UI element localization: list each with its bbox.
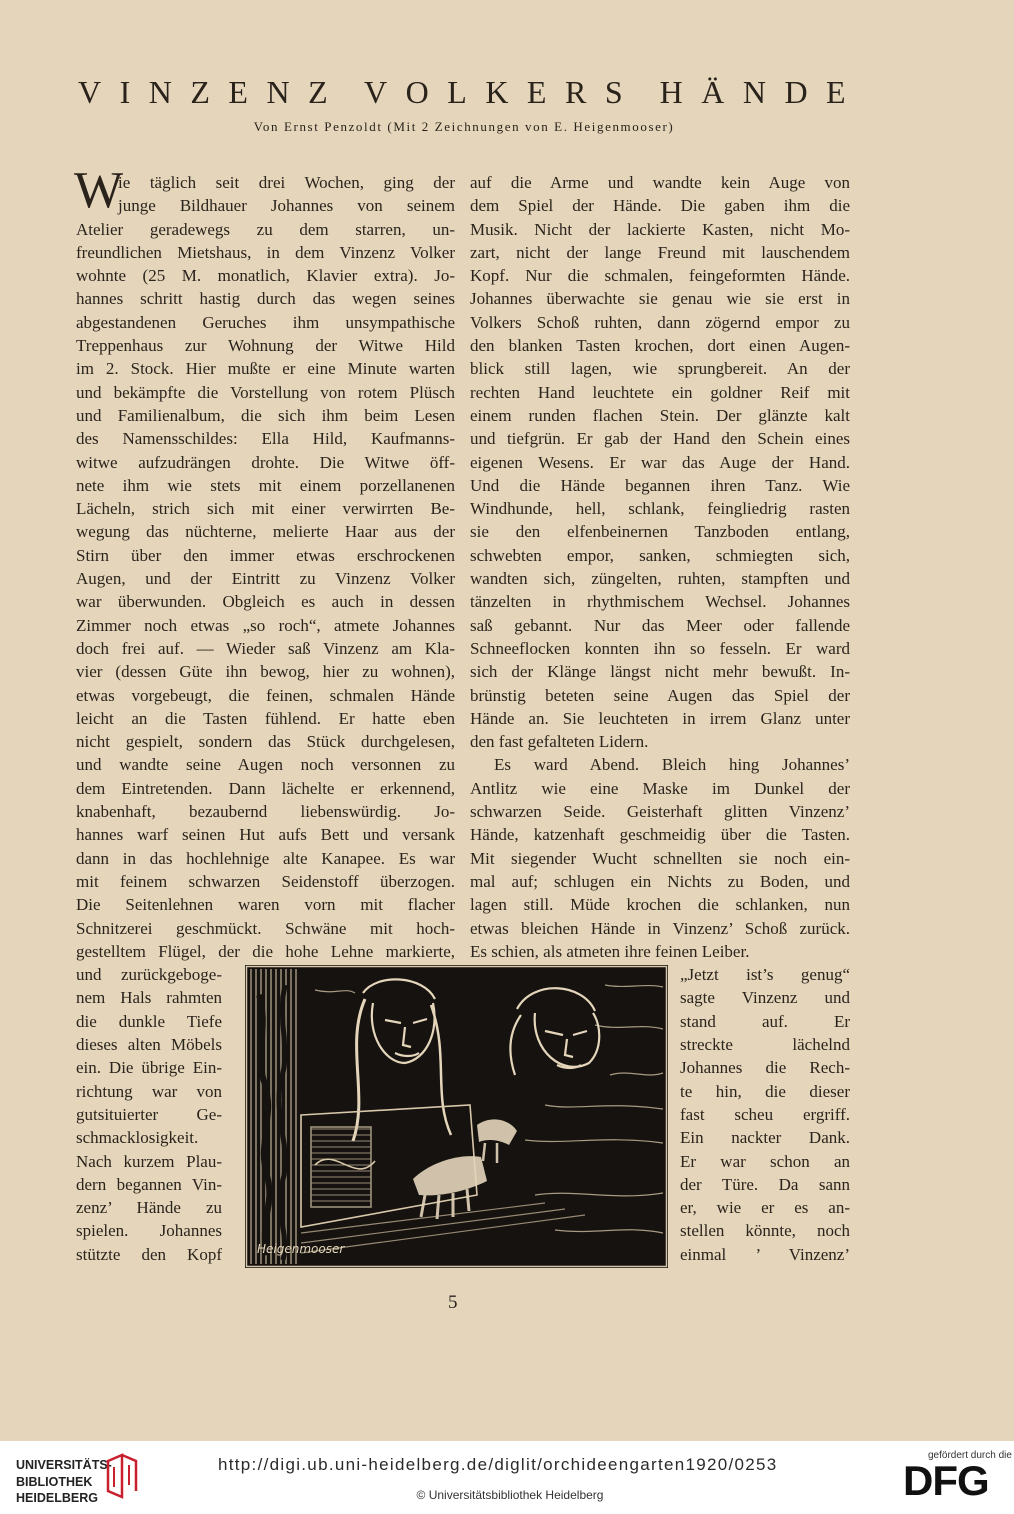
text-line: der Türe. Da sann bbox=[680, 1174, 850, 1194]
text-line: nem Hals rahmten bbox=[76, 988, 222, 1008]
library-name-line: BIBLIOTHEK bbox=[16, 1474, 93, 1489]
text-line: dieses alten Möbels bbox=[76, 1035, 222, 1055]
text-line: dem Eintretenden. Dann lächelte er erkennend, bbox=[76, 778, 455, 798]
text-line: sich der Klänge längst nicht mehr bewußt. In- bbox=[470, 662, 850, 682]
text-line: gutsituierter Ge- bbox=[76, 1104, 222, 1124]
library-name-line: UNIVERSITÄTS- bbox=[16, 1458, 112, 1472]
text-line: wohnte (25 M. monatlich, Klavier extra). Jo- bbox=[76, 266, 455, 286]
footer bbox=[0, 1441, 1014, 1514]
text-line: Es ward Abend. Bleich hing Johannes’ bbox=[494, 755, 850, 775]
text-line: sie den elfenbeinernen Tanzboden entlang, bbox=[470, 522, 850, 542]
text-line: Windhunde, hell, schlank, feingliedrig rasten bbox=[470, 499, 850, 519]
illustration-piano-players bbox=[245, 965, 668, 1268]
text-line: und Familienalbum, die sich ihm beim Lesen bbox=[76, 405, 455, 425]
text-line: Stirn über den immer etwas erschrockenen bbox=[76, 545, 455, 565]
text-line: lagen still. Müde krochen die schlanken, nun bbox=[470, 895, 850, 915]
page-number: 5 bbox=[448, 1292, 458, 1313]
text-line: Volkers Schoß ruhten, dann zögernd empor zu bbox=[470, 312, 850, 332]
text-line: und zurückgeboge- bbox=[76, 965, 222, 985]
left-column-beside-image bbox=[76, 963, 222, 1266]
text-line: Es schien, als atmeten ihre feinen Leiber. bbox=[470, 941, 750, 961]
text-line: etwas vorgebeugt, die feinen, schmalen Hände bbox=[76, 685, 455, 705]
text-line: Schneeflocken konnten ihn so fesseln. Er ward bbox=[470, 638, 850, 658]
text-line: ein. Die übrige Ein- bbox=[76, 1058, 222, 1078]
text-line: Lächeln, strich sich mit einer verwirrten Be- bbox=[76, 499, 455, 519]
text-line: saß gebannt. Nur das Meer oder fallende bbox=[470, 615, 850, 635]
text-line: sagte Vinzenz und bbox=[680, 988, 850, 1008]
text-line: junge Bildhauer Johannes von seinem bbox=[118, 196, 455, 216]
text-line: eigenen Wesens. Er war das Auge der Hand. bbox=[470, 452, 850, 472]
text-line: die dunkle Tiefe bbox=[76, 1011, 222, 1031]
text-line: den fast gefalteten Lidern. bbox=[470, 732, 649, 752]
text-line: stützte den Kopf bbox=[76, 1244, 222, 1264]
text-line: Er war schon an bbox=[680, 1151, 850, 1171]
text-line: im 2. Stock. Hier mußte er eine Minute warten bbox=[76, 359, 455, 379]
text-line: Treppenhaus zur Wohnung der Witwe Hild bbox=[76, 336, 455, 356]
text-line: zart, nicht der lange Freund mit lauschendem bbox=[470, 242, 850, 262]
text-line: Johannes überwachte sie genau wie sie erst in bbox=[470, 289, 850, 309]
text-line: etwas bleichen Hände in Vinzenz’ Schoß zurück. bbox=[470, 918, 850, 938]
text-line: wegung das nüchterne, melierte Haar aus der bbox=[76, 522, 455, 542]
text-line: Johannes die Rech- bbox=[680, 1058, 850, 1078]
text-line: zenz’ Hände zu bbox=[76, 1198, 222, 1218]
text-line: einem runden flachen Stein. Der glänzte kalt bbox=[470, 405, 850, 425]
text-line: einmal ’ Vinzenz’ bbox=[680, 1244, 850, 1264]
illustration-signature: Heigenmooser bbox=[257, 1242, 345, 1256]
text-line: schwarzen Seide. Geisterhaft glitten Vinzenz’ bbox=[470, 802, 850, 822]
text-line: streckte lächelnd bbox=[680, 1035, 850, 1055]
text-line: hannes warf seinen Hut aufs Bett und versank bbox=[76, 825, 455, 845]
text-line: den blanken Tasten krochen, dort einen Augen- bbox=[470, 336, 850, 356]
dfg-logo: DFG bbox=[903, 1457, 989, 1504]
text-line: stellen könnte, noch bbox=[680, 1221, 850, 1241]
source-url-link[interactable]: http://digi.ub.uni-heidelberg.de/diglit/orchideengarten1920/0253 bbox=[218, 1455, 778, 1474]
text-line: stand auf. Er bbox=[680, 1011, 850, 1031]
text-line: brünstig beteten seine Augen das Spiel der bbox=[470, 685, 850, 705]
text-line: schmacklosigkeit. bbox=[76, 1128, 199, 1148]
text-line: Antlitz wie eine Maske im Dunkel der bbox=[470, 778, 850, 798]
text-line: te hin, die dieser bbox=[680, 1081, 850, 1101]
text-line: nicht gespielt, sondern das Stück durchgelesen, bbox=[76, 732, 455, 752]
text-line: schwebten empor, sanken, schmiegten sich, bbox=[470, 545, 850, 565]
text-line: mal auf; schlugen ein Nichts zu Boden, und bbox=[470, 871, 850, 891]
text-line: wandten sich, züngelten, ruhten, stampften und bbox=[470, 569, 850, 589]
left-column bbox=[76, 171, 455, 963]
text-line: Ein nackter Dank. bbox=[680, 1128, 850, 1148]
text-line: Mit siegender Wucht schnellten sie noch ein- bbox=[470, 848, 850, 868]
text-line: Nach kurzem Plau- bbox=[76, 1151, 222, 1171]
text-line: dann in das hochlehnige alte Kanapee. Es war bbox=[76, 848, 455, 868]
text-line: nete ihm wie stets mit einem porzellanenen bbox=[76, 475, 455, 495]
text-line: und tiefgrün. Er gab der Hand den Schein eines bbox=[470, 429, 850, 449]
text-line: abgestandenen Geruches ihm unsympathische bbox=[76, 312, 455, 332]
drop-cap: W bbox=[74, 162, 124, 219]
text-line: spielen. Johannes bbox=[76, 1221, 222, 1241]
right-column-beside-image bbox=[680, 963, 850, 1266]
text-line: auf die Arme und wandte kein Auge von bbox=[470, 173, 850, 192]
text-line: rechten Hand leuchtete ein goldner Reif mit bbox=[470, 382, 850, 402]
text-line: doch frei auf. — Wieder saß Vinzenz am Kla- bbox=[76, 638, 455, 658]
text-line: witwe aufzudrängen drohte. Die Witwe öff- bbox=[76, 452, 455, 472]
copyright-notice: © Universitätsbibliothek Heidelberg bbox=[416, 1488, 604, 1502]
text-line: Musik. Nicht der lackierte Kasten, nicht Mo- bbox=[470, 219, 850, 239]
text-line: er, wie er es an- bbox=[680, 1198, 850, 1218]
text-line: freundlichen Mietshaus, in dem Vinzenz Volker bbox=[76, 242, 455, 262]
text-line: Die Seitenlehnen waren vorn mit flacher bbox=[76, 895, 455, 915]
text-line: leicht an die Tasten fühlend. Er hatte eben bbox=[76, 708, 455, 728]
text-line: des Namensschildes: Ella Hild, Kaufmanns- bbox=[76, 429, 455, 449]
right-column bbox=[470, 171, 850, 963]
text-line: Zimmer noch etwas „so roch“, atmete Johannes bbox=[76, 615, 455, 635]
text-line: hannes schritt hastig durch das wegen seines bbox=[76, 289, 455, 309]
text-line: fast scheu ergriff. bbox=[680, 1104, 850, 1124]
text-line: vier (dessen Güte ihn bewog, hier zu wohnen), bbox=[76, 662, 455, 682]
text-line: dern begannen Vin- bbox=[76, 1174, 222, 1194]
library-logo-icon bbox=[102, 1451, 142, 1501]
text-line: Atelier geradewegs zu dem starren, un- bbox=[76, 219, 455, 239]
text-line: ie täglich seit drei Wochen, ging der bbox=[118, 173, 455, 192]
text-line: Hände an. Sie leuchteten in irrem Glanz unter bbox=[470, 708, 850, 728]
article-title: VINZENZ VOLKERS HÄNDE bbox=[78, 74, 865, 110]
text-line: gestelltem Flügel, der die hohe Lehne markierte, bbox=[76, 941, 455, 961]
text-line: blick still lagen, wie sprungbereit. An der bbox=[470, 359, 850, 379]
library-name bbox=[16, 1457, 112, 1507]
text-line: dem Spiel der Hände. Die gaben ihm die bbox=[470, 196, 850, 216]
text-line: und bekämpfte die Vorstellung von rotem Plüsch bbox=[76, 382, 455, 402]
funding-label: gefördert durch die bbox=[928, 1450, 1012, 1461]
text-line: Augen, und der Eintritt zu Vinzenz Volker bbox=[76, 569, 455, 589]
text-line: „Jetzt ist’s genug“ bbox=[680, 965, 850, 985]
article-byline: Von Ernst Penzoldt (Mit 2 Zeichnungen von E. Heigenmooser) bbox=[253, 119, 675, 134]
text-line: Hände, katzenhaft geschmeidig über die Tasten. bbox=[470, 825, 850, 845]
text-line: Schnitzerei geschmückt. Schwäne mit hoch- bbox=[76, 918, 455, 938]
text-line: mit feinem schwarzen Seidenstoff überzogen. bbox=[76, 871, 455, 891]
library-name-line: HEIDELBERG bbox=[16, 1491, 98, 1505]
text-line: knabenhaft, bezaubernd liebenswürdig. Jo- bbox=[76, 802, 455, 822]
illustration-border bbox=[249, 969, 299, 1264]
text-line: Und die Hände begannen ihren Tanz. Wie bbox=[470, 475, 850, 495]
text-line: Kopf. Nur die schmalen, feingeformten Hände. bbox=[470, 266, 850, 286]
text-line: war überwunden. Obgleich es auch in dessen bbox=[76, 592, 455, 612]
text-line: und wandte seine Augen noch versonnen zu bbox=[76, 755, 455, 775]
text-line: richtung war von bbox=[76, 1081, 222, 1101]
text-line: tänzelten in rhythmischem Wechsel. Johannes bbox=[470, 592, 850, 612]
